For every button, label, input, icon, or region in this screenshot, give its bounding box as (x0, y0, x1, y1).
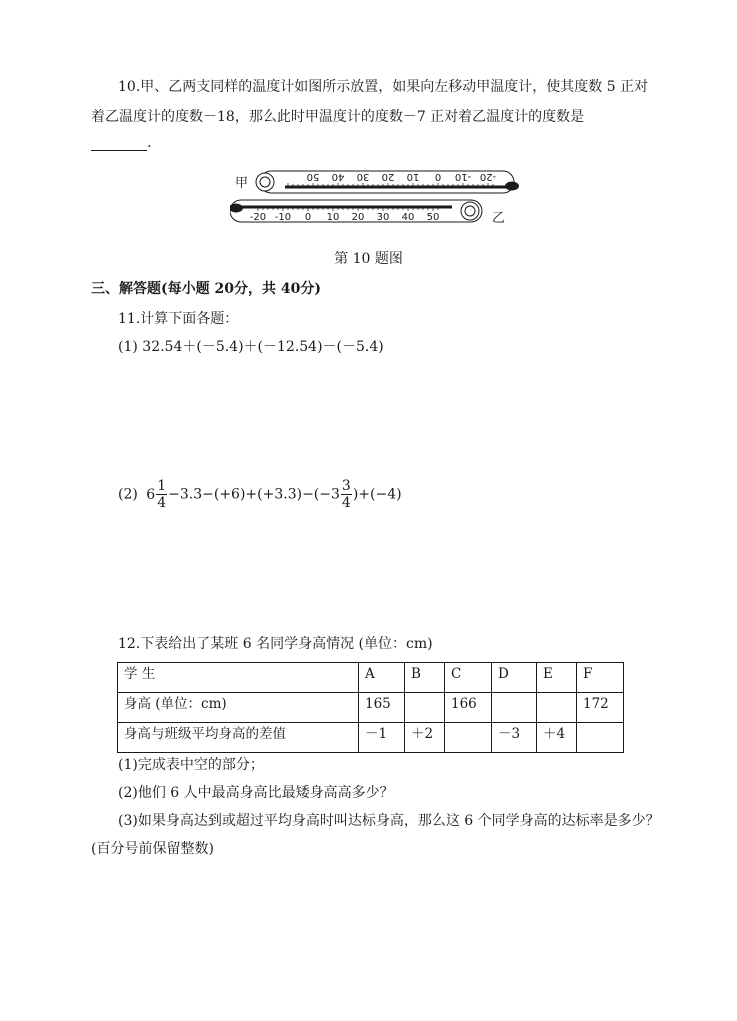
q10-text-line2: 着乙温度计的度数－18，那么此时甲温度计的度数－7 正对着乙温度计的度数是 (91, 109, 585, 125)
table-cell: 165 (359, 693, 405, 723)
figure-caption: 第 10 题图 (334, 251, 403, 267)
jia-tick-label: 0 (434, 171, 442, 182)
q11-part2-middle: −3.3−(+6)+(+3.3)−(−3 (168, 486, 340, 503)
q11-title: 11.计算下面各题： (118, 311, 239, 327)
q12-part3-note: (百分号前保留整数) (91, 841, 214, 857)
table-cell: F (577, 663, 624, 693)
jia-tick-label: 10 (406, 171, 420, 182)
table-cell: ＋2 (405, 723, 445, 753)
table-cell (577, 723, 624, 753)
table-cell (405, 693, 445, 723)
table-cell: D (492, 663, 537, 693)
table-cell: C (445, 663, 492, 693)
q12-part3: (3)如果身高达到或超过平均身高时叫达标身高，那么这 6 个同学身高的达标率是多少？ (118, 813, 660, 829)
jia-tick-label: 20 (381, 171, 395, 182)
jia-tick-label: -20 (479, 171, 497, 182)
table-cell: －3 (492, 723, 537, 753)
table-cell (537, 693, 577, 723)
q11-part2-end: )+(−4) (352, 486, 402, 503)
jia-tick-label: 30 (356, 171, 370, 182)
q10-answer-blank (91, 135, 151, 151)
yi-tick-label: 20 (351, 212, 365, 223)
q12-title: 12.下表给出了某班 6 名同学身高情况 (单位：cm) (118, 636, 433, 652)
table-cell: A (359, 663, 405, 693)
fraction-denominator: 4 (341, 495, 351, 511)
table-cell: 学 生 (118, 663, 359, 693)
label-jia: 甲 (235, 176, 249, 191)
yi-tick-label: -10 (274, 212, 292, 223)
fraction-three-quarters (341, 478, 352, 511)
q10-text-line1: 10.甲、乙两支同样的温度计如图所示放置，如果向左移动甲温度计，使其度数 5 正对 (118, 79, 649, 95)
fraction-one-quarter (156, 478, 167, 511)
yi-tick-label: 0 (304, 212, 312, 223)
q11-part2 (118, 478, 402, 511)
label-yi: 乙 (492, 211, 506, 226)
thermometer-jia (256, 171, 519, 193)
table-cell: ＋4 (537, 723, 577, 753)
section-heading: 三、解答题(每小题 20分，共 40分) (91, 281, 321, 297)
table-cell: 172 (577, 693, 624, 723)
table-cell (445, 723, 492, 753)
q11-part2-whole: 6 (146, 486, 156, 503)
table-cell (492, 693, 537, 723)
table-cell: －1 (359, 723, 405, 753)
jia-tick-label: 40 (331, 171, 345, 182)
q11-part2-label: (2) (118, 486, 138, 503)
table-row (118, 693, 624, 723)
jia-tick-label: -10 (454, 171, 472, 182)
table-row (118, 663, 624, 693)
thermometer-figure (230, 166, 520, 232)
fraction-denominator: 4 (157, 495, 167, 511)
table-cell: 身高 (单位：cm) (118, 693, 359, 723)
q11-part1: (1) 32.54＋(－5.4)＋(－12.54)－(－5.4) (118, 339, 384, 355)
yi-tick-label: 10 (326, 212, 340, 223)
fraction-numerator: 3 (341, 478, 351, 494)
table-cell: 166 (445, 693, 492, 723)
table-row (118, 723, 624, 753)
jia-tick-label: 50 (306, 171, 320, 182)
yi-tick-label: -20 (249, 212, 267, 223)
fraction-numerator: 1 (157, 478, 167, 494)
thermometer-yi (230, 200, 482, 223)
table-cell: 身高与班级平均身高的差值 (118, 723, 359, 753)
yi-tick-label: 40 (401, 212, 415, 223)
q12-part2: (2)他们 6 人中最高身高比最矮身高高多少？ (118, 785, 394, 801)
table-cell: B (405, 663, 445, 693)
table-cell: E (537, 663, 577, 693)
yi-tick-label: 50 (426, 212, 440, 223)
q10-period: . (147, 135, 152, 151)
yi-tick-label: 30 (376, 212, 390, 223)
height-table (117, 662, 624, 753)
q12-part1: (1)完成表中空的部分； (118, 757, 264, 773)
